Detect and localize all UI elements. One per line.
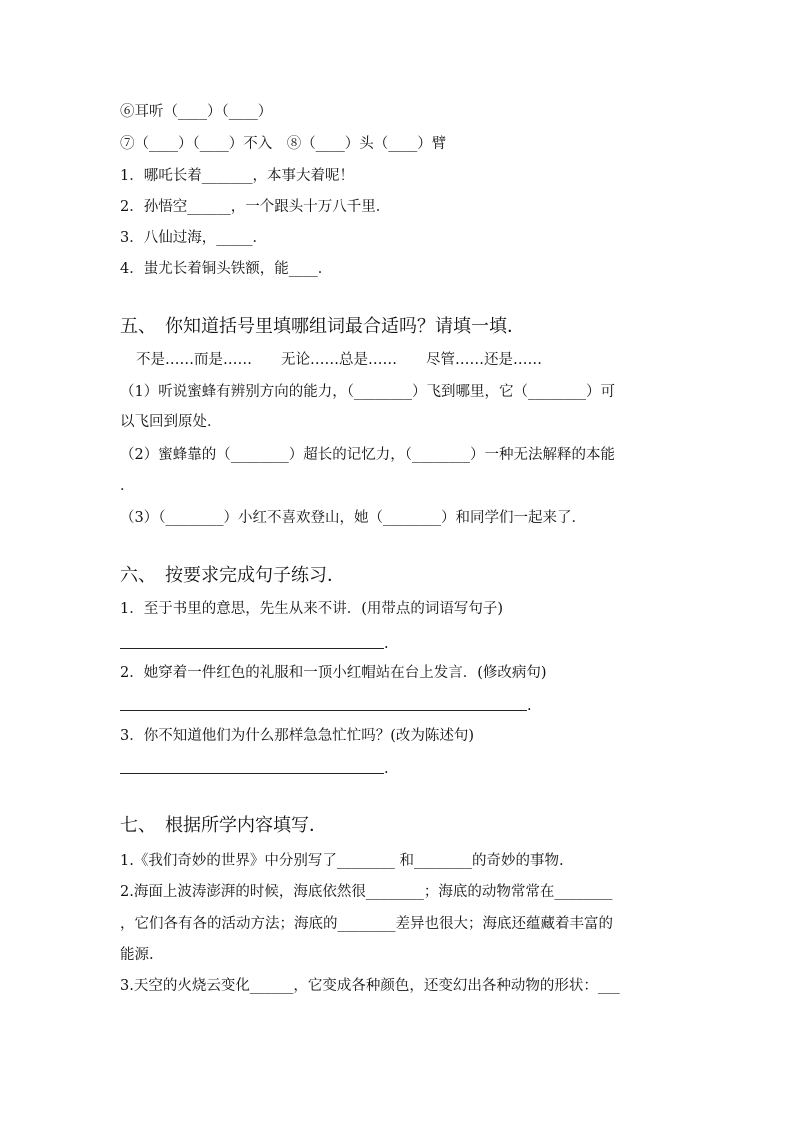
- section-6-title: 六、 按要求完成句子练习．: [120, 565, 345, 586]
- section-7-title: 七、 根据所学内容填写．: [120, 815, 327, 836]
- answer-line: [120, 710, 527, 711]
- section-7-question-3: 3.天空的火烧云变化______，它变成各种颜色，还变幻出各种动物的形状：___: [120, 978, 620, 994]
- answer-line: [120, 648, 384, 649]
- section-7-question-1: 1.《我们奇妙的世界》中分别写了________ 和________的奇妙的事物.: [120, 853, 564, 869]
- section-5-options: 不是……而是…… 无论……总是…… 尽管……还是……: [136, 352, 542, 368]
- question-4-1: 1．哪吒长着_______，本事大着呢！: [120, 168, 354, 184]
- item-6: ⑥耳听（____）（____）: [120, 104, 273, 120]
- answer-line-end: .: [527, 698, 532, 714]
- section-5-title: 五、 你知道括号里填哪组词最合适吗？请填一填．: [120, 316, 525, 337]
- section-7-question-2-line-3: 能源.: [120, 947, 154, 963]
- section-6-question-2: 2．她穿着一件红色的礼服和一顶小红帽站在台上发言．(修改病句): [120, 665, 547, 681]
- section-5-item-1-line-1: （1）听说蜜蜂有辨别方向的能力，（________）飞到哪里，它（________）可: [120, 384, 615, 400]
- section-5-item-3: （3）（________）小红不喜欢登山，她（________）和同学们一起来了．: [120, 510, 586, 526]
- item-7-8: ⑦（____）（____）不入 ⑧（____）头（____）臂: [120, 136, 447, 152]
- section-7-question-2-line-1: 2.海面上波涛澎湃的时候，海底依然很________；海底的动物常常在________: [120, 884, 613, 900]
- answer-line-end: .: [384, 636, 389, 652]
- section-6-question-3: 3．你不知道他们为什么那样急急忙忙吗？(改为陈述句): [120, 728, 475, 744]
- answer-line: [120, 773, 384, 774]
- question-4-3: 3．八仙过海，_____．: [120, 230, 267, 246]
- section-7-question-2-line-2: ，它们各有各的活动方法；海底的________差异也很大；海底还蕴藏着丰富的: [120, 916, 613, 932]
- question-4-2: 2．孙悟空______，一个跟头十万八千里．: [120, 199, 391, 215]
- section-5-item-1-line-2: 以飞回到原处．: [120, 414, 222, 430]
- section-5-item-2-line-1: （2）蜜蜂靠的（________）超长的记忆力，（________）一种无法解释的本能: [120, 447, 615, 463]
- section-6-question-1: 1．至于书里的意思，先生从来不讲．(用带点的词语写句子): [120, 601, 504, 617]
- answer-line-end: .: [384, 761, 389, 777]
- question-4-4: 4．蚩尤长着铜头铁额，能____．: [120, 261, 333, 277]
- section-5-item-2-line-2: ．: [120, 478, 135, 494]
